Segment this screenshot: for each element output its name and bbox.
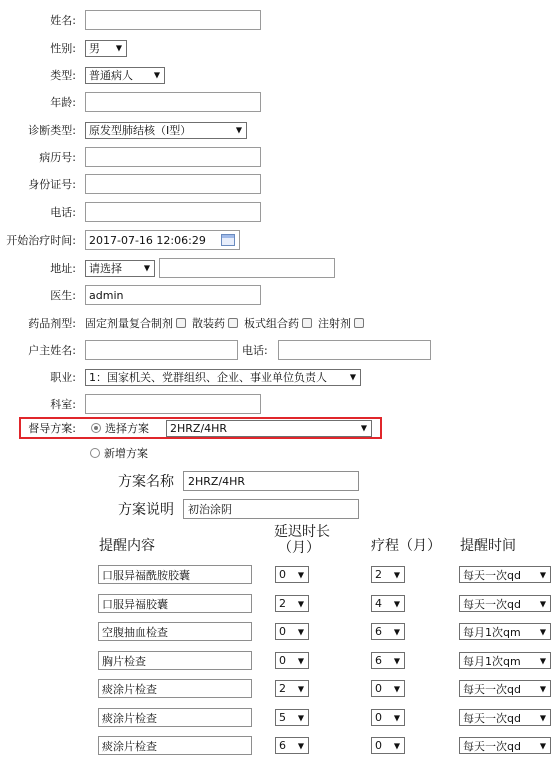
row-doctor (0, 284, 261, 306)
id-label: 身份证号: (28, 178, 76, 191)
drug-option-label: 板式组合药 (244, 317, 299, 330)
remind-time-select[interactable]: 每天一次qd ▼ (459, 737, 551, 754)
row-name (0, 9, 261, 31)
row-new-plan (90, 442, 148, 464)
plan-desc-input[interactable]: 初治涂阴 (183, 499, 359, 519)
remind-time-select[interactable]: 每天一次qd ▼ (459, 595, 551, 612)
record-input[interactable] (85, 147, 261, 167)
row-drug-form (0, 312, 370, 334)
header-delay-line1: 延迟时长 (274, 524, 330, 540)
delay-select[interactable]: 0 ▼ (275, 652, 309, 669)
new-plan-radio[interactable] (90, 448, 100, 458)
header-delay (274, 524, 330, 556)
course-select[interactable]: 6 ▼ (371, 652, 405, 669)
job-select[interactable]: 1：国家机关、党群组织、企业、事业单位负责人 ▼ (85, 369, 361, 386)
plan-name-label: 方案名称 (118, 474, 174, 490)
reminder-content-input[interactable]: 痰涂片检查 (98, 736, 252, 755)
dept-label: 科室: (50, 398, 76, 411)
phone-label: 电话: (50, 206, 76, 219)
reminder-content-input[interactable]: 胸片检查 (98, 651, 252, 670)
header-content: 提醒内容 (99, 538, 155, 554)
plan-select[interactable]: 2HRZ/4HR ▼ (166, 420, 372, 437)
course-select[interactable]: 0 ▼ (371, 680, 405, 697)
type-label: 类型: (50, 69, 76, 82)
row-householder (0, 339, 431, 361)
drug-option-label: 注射剂 (318, 317, 351, 330)
diagnosis-select[interactable]: 原发型肺结核（Ⅰ型） ▼ (85, 122, 247, 139)
householder-input[interactable] (85, 340, 238, 360)
remind-time-select[interactable]: 每天一次qd ▼ (459, 680, 551, 697)
row-supervise (0, 417, 372, 439)
choose-plan-label: 选择方案 (105, 422, 149, 435)
course-select[interactable]: 2 ▼ (371, 566, 405, 583)
row-plan-desc (118, 498, 359, 520)
drug-option-checkbox[interactable] (302, 318, 312, 328)
gender-label: 性别: (50, 42, 76, 55)
delay-select[interactable]: 5 ▼ (275, 709, 309, 726)
reminder-content-input[interactable]: 痰涂片检查 (98, 708, 252, 727)
row-type (0, 64, 165, 86)
age-label: 年龄: (50, 96, 76, 109)
course-select[interactable]: 0 ▼ (371, 709, 405, 726)
householder-phone-label: 电话: (242, 344, 268, 357)
delay-select[interactable]: 2 ▼ (275, 595, 309, 612)
start-time-input[interactable] (85, 230, 240, 250)
drug-option-checkbox[interactable] (176, 318, 186, 328)
row-age (0, 91, 261, 113)
address-input[interactable] (159, 258, 335, 278)
delay-select[interactable]: 0 ▼ (275, 566, 309, 583)
delay-select[interactable]: 0 ▼ (275, 623, 309, 640)
drug-form-label: 药品剂型: (28, 317, 76, 330)
doctor-label: 医生: (50, 289, 76, 302)
header-delay-line2: （月） (278, 540, 320, 556)
phone-input[interactable] (85, 202, 261, 222)
remind-time-select[interactable]: 每月1次qm ▼ (459, 623, 551, 640)
course-select[interactable]: 4 ▼ (371, 595, 405, 612)
drug-option-label: 散装药 (192, 317, 225, 330)
course-select[interactable]: 6 ▼ (371, 623, 405, 640)
drug-option-checkbox[interactable] (228, 318, 238, 328)
choose-plan-radio[interactable] (91, 423, 101, 433)
row-diagnosis (0, 119, 247, 141)
reminder-content-input[interactable]: 空腹抽血检查 (98, 622, 252, 641)
address-label: 地址: (50, 262, 76, 275)
drug-option-checkbox[interactable] (354, 318, 364, 328)
header-course: 疗程（月） (371, 538, 441, 554)
calendar-icon[interactable] (221, 234, 235, 246)
delay-select[interactable]: 2 ▼ (275, 680, 309, 697)
row-job (0, 366, 361, 388)
remind-time-select[interactable]: 每月1次qm ▼ (459, 652, 551, 669)
plan-desc-label: 方案说明 (118, 502, 174, 518)
row-record (0, 146, 261, 168)
job-label: 职业: (50, 371, 76, 384)
reminder-content-input[interactable]: 口服异福胶囊 (98, 594, 252, 613)
householder-phone-input[interactable] (278, 340, 431, 360)
doctor-input[interactable]: admin (85, 285, 261, 305)
row-phone (0, 201, 261, 223)
supervise-label: 督导方案: (28, 422, 76, 435)
name-input[interactable] (85, 10, 261, 30)
address-select[interactable]: 请选择 ▼ (85, 260, 155, 277)
drug-option-label: 固定剂量复合制剂 (85, 317, 173, 330)
row-dept (0, 393, 261, 415)
header-time: 提醒时间 (460, 538, 516, 554)
diagnosis-label: 诊断类型: (28, 124, 76, 137)
remind-time-select[interactable]: 每天一次qd ▼ (459, 709, 551, 726)
reminder-content-input[interactable]: 口服异福酰胺胶囊 (98, 565, 252, 584)
type-select[interactable]: 普通病人 ▼ (85, 67, 165, 84)
remind-time-select[interactable]: 每天一次qd ▼ (459, 566, 551, 583)
start-time-value: 2017-07-16 12:06:29 (89, 233, 206, 247)
name-label: 姓名: (50, 14, 76, 27)
new-plan-label: 新增方案 (104, 447, 148, 460)
householder-label: 户主姓名: (28, 344, 76, 357)
record-label: 病历号: (39, 151, 76, 164)
gender-select[interactable]: 男 ▼ (85, 40, 127, 57)
row-address (0, 257, 335, 279)
drug-form-options (85, 315, 370, 331)
id-input[interactable] (85, 174, 261, 194)
row-id (0, 173, 261, 195)
row-start-time (0, 229, 240, 251)
row-plan-name (118, 470, 359, 492)
plan-name-input[interactable]: 2HRZ/4HR (183, 471, 359, 491)
start-time-label: 开始治疗时间: (6, 234, 76, 247)
reminder-content-input[interactable]: 痰涂片检查 (98, 679, 252, 698)
delay-select[interactable]: 6 ▼ (275, 737, 309, 754)
course-select[interactable]: 0 ▼ (371, 737, 405, 754)
row-gender (0, 37, 127, 59)
dept-input[interactable] (85, 394, 261, 414)
age-input[interactable] (85, 92, 261, 112)
